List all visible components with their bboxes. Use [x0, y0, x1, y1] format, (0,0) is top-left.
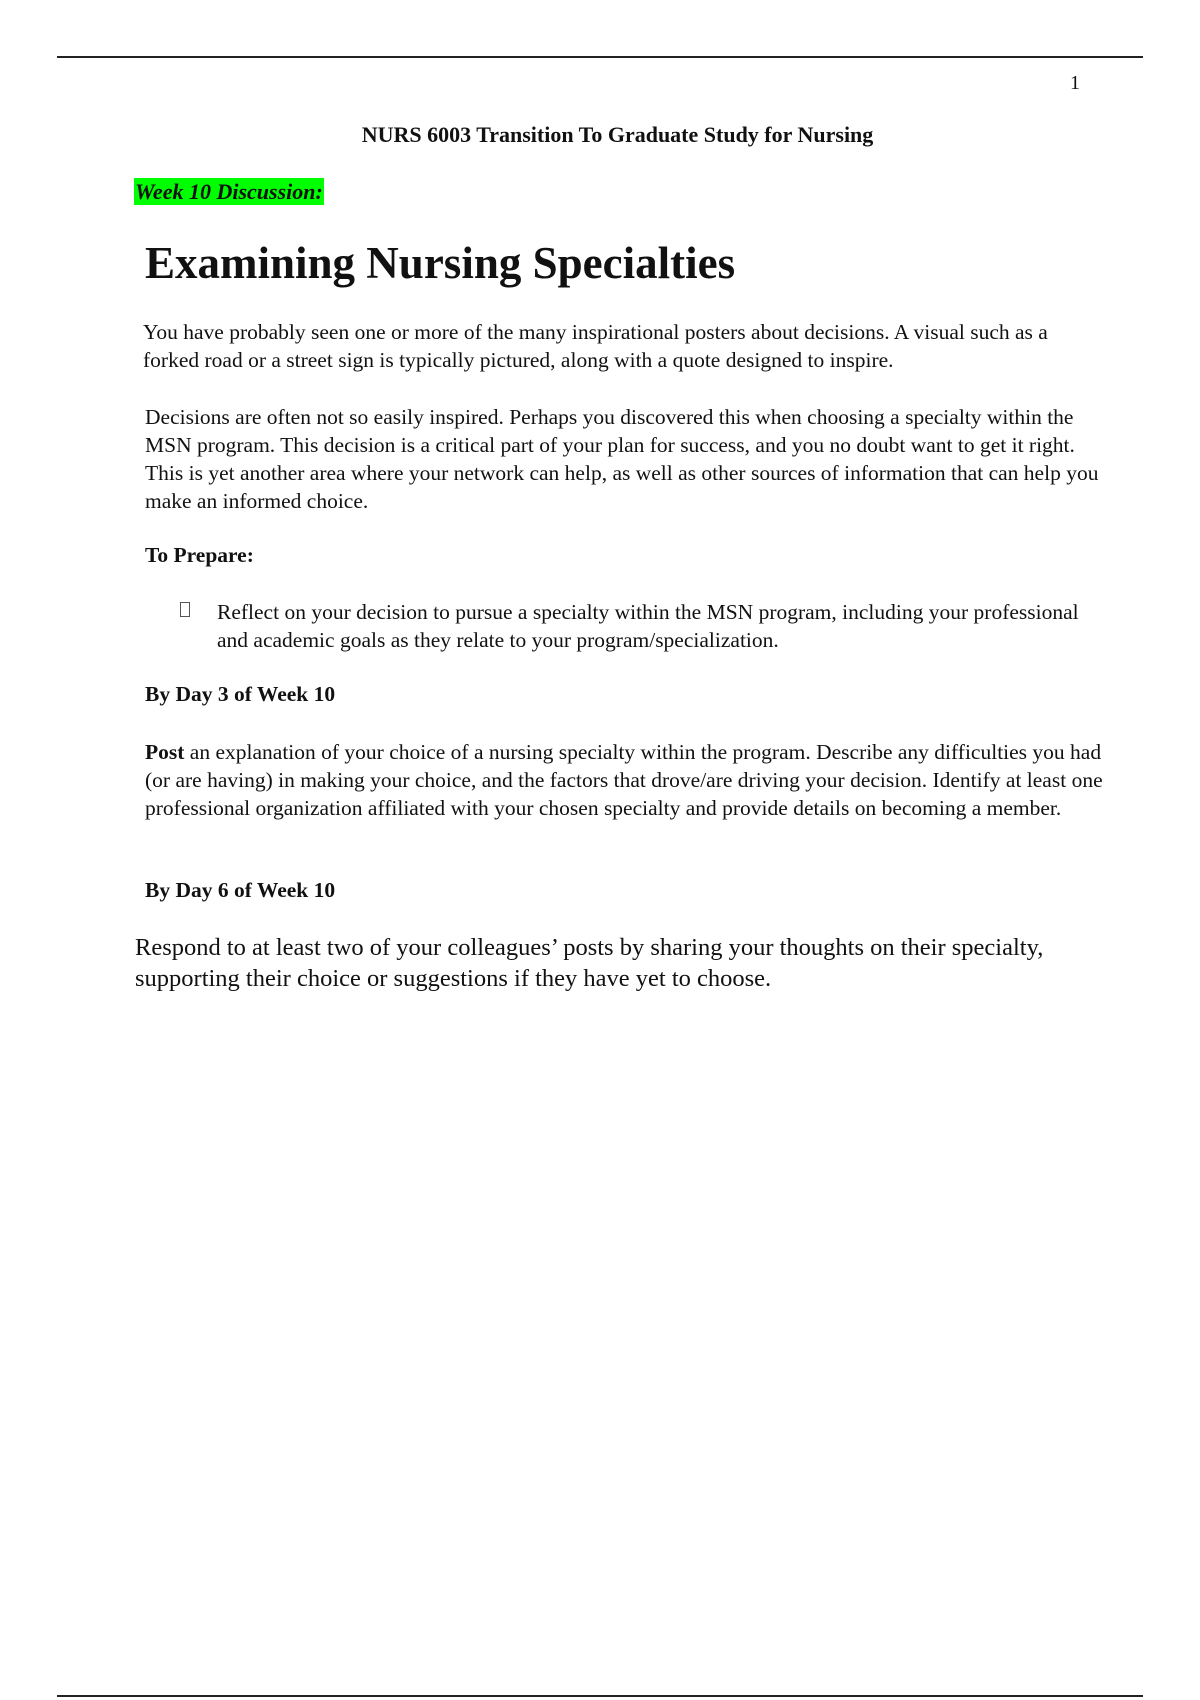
day6-paragraph: Respond to at least two of your colleagues’ posts by sharing your thoughts on their specialty, supporting their choice or suggestions if they have yet to choose.: [135, 934, 1044, 992]
page-title: Examining Nursing Specialties: [145, 238, 736, 288]
list-item-text: Reflect on your decision to pursue a specialty within the MSN program, including your professional and academic goals as they relate to your program/specialization.: [217, 600, 1079, 652]
day6-heading: By Day 6 of Week 10: [145, 878, 336, 902]
header-rule: [57, 56, 1143, 58]
day3-paragraph: [145, 738, 1105, 822]
footer-rule: [57, 1695, 1143, 1697]
page-number: 1: [1070, 72, 1080, 94]
post-lead: Post: [145, 740, 185, 764]
day3-heading: By Day 3 of Week 10: [145, 682, 336, 706]
intro-paragraph-2: Decisions are often not so easily inspired. Perhaps you discovered this when choosing a specialty within the MSN program. This decision is a critical part of your plan for success, and you no doubt want to get it right. This is yet another area where your network can help, as well as other sources of information that can help you make an informed choice.: [145, 405, 1099, 513]
day3-body: an explanation of your choice of a nursing specialty within the program. Describe any difficulties you had (or are having) in making your choice, and the factors that drove/are driving your decision. Identify at least one professional organization affiliated with your chosen specialty and provide details on becoming a member.: [145, 740, 1103, 820]
bullet-icon: [180, 602, 190, 617]
week-label: Week 10 Discussion:: [135, 179, 323, 204]
course-title: NURS 6003 Transition To Graduate Study for Nursing: [361, 122, 874, 147]
intro-paragraph-1: You have probably seen one or more of the many inspirational posters about decisions. A visual such as a forked road or a street sign is typically pictured, along with a quote designed to inspire.: [143, 320, 1048, 372]
to-prepare-heading: To Prepare:: [145, 543, 254, 567]
